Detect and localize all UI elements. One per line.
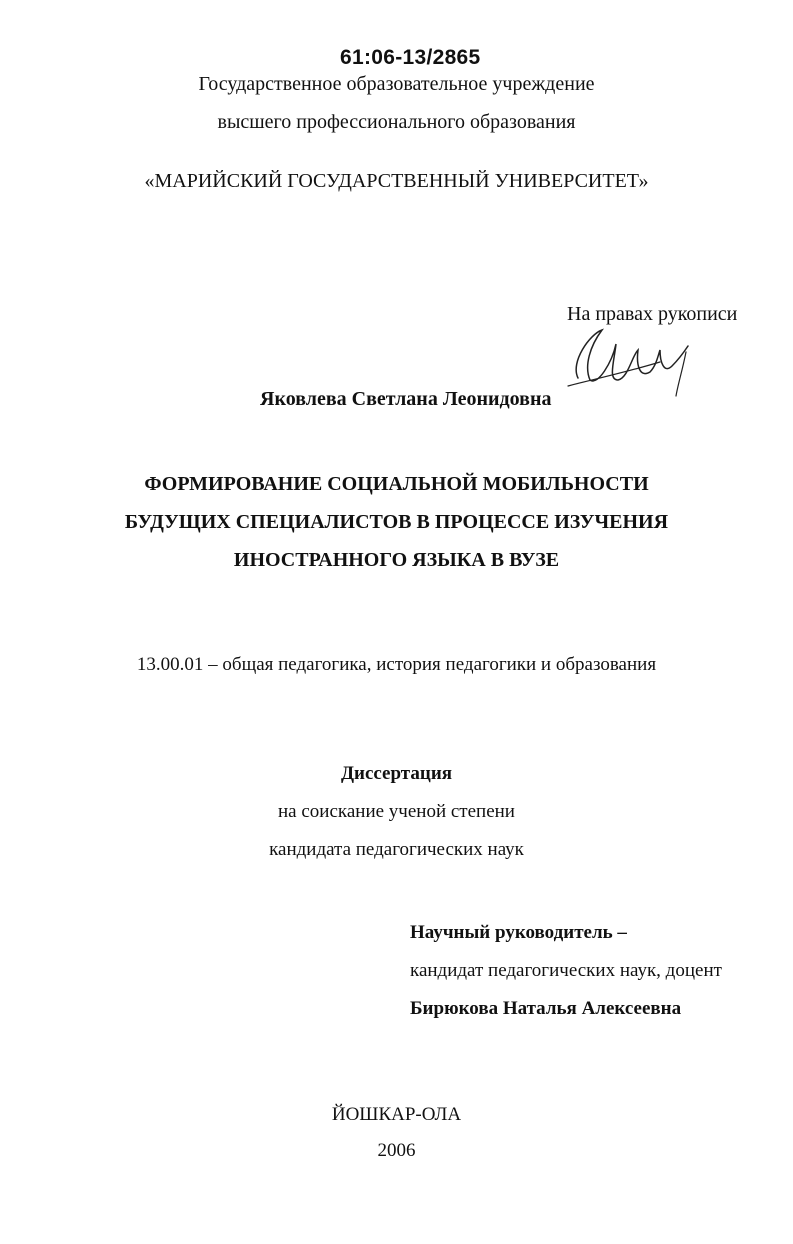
archive-code: 61:06-13/2865 [340, 46, 481, 69]
author-name: Яковлева Светлана Леонидовна [260, 388, 552, 410]
supervisor-label: Научный руководитель – [410, 922, 627, 943]
work-field-line: кандидата педагогических наук [269, 839, 524, 860]
supervisor-name: Бирюкова Наталья Алексеевна [410, 998, 682, 1019]
specialty-code: 13.00.01 – общая педагогика, история педагогики и образования [136, 654, 657, 675]
title-line-1: ФОРМИРОВАНИЕ СОЦИАЛЬНОЙ МОБИЛЬНОСТИ [144, 473, 649, 495]
signature [560, 322, 700, 402]
supervisor-degree: кандидат педагогических наук, доцент [410, 960, 722, 981]
year: 2006 [377, 1140, 416, 1161]
institution-line-2: высшего профессионального образования [217, 111, 576, 133]
manuscript-note: На правах рукописи [567, 303, 738, 325]
university-name: «МАРИЙСКИЙ ГОСУДАРСТВЕННЫЙ УНИВЕРСИТЕТ» [144, 170, 649, 192]
city: ЙОШКАР-ОЛА [331, 1104, 462, 1125]
work-degree-line: на соискание ученой степени [278, 801, 515, 822]
work-type: Диссертация [340, 763, 453, 784]
institution-line-1: Государственное образовательное учреждение [198, 73, 595, 95]
title-line-2: БУДУЩИХ СПЕЦИАЛИСТОВ В ПРОЦЕССЕ ИЗУЧЕНИЯ [124, 511, 669, 533]
title-line-3: ИНОСТРАННОГО ЯЗЫКА В ВУЗЕ [233, 549, 560, 571]
